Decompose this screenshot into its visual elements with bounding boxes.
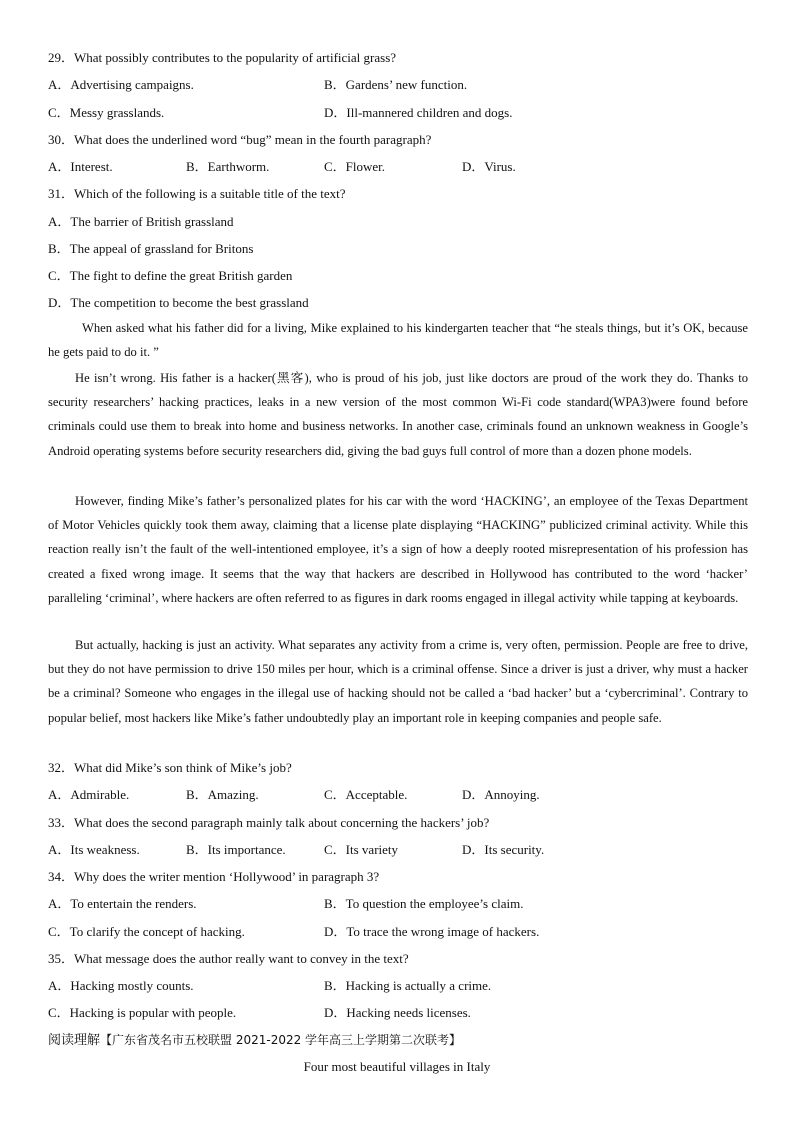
question-35-option-b: B．Hacking is actually a crime. — [324, 978, 492, 993]
question-29-option-b: B．Gardens’ new function. — [324, 77, 468, 92]
question-33-option-a: A．Its weakness. — [48, 842, 140, 857]
question-35-option-c: C．Hacking is popular with people. — [48, 1005, 237, 1020]
question-29-option-c: C．Messy grasslands. — [48, 105, 165, 120]
question-32-option-a: A．Admirable. — [48, 787, 130, 802]
question-31-option-b: B．The appeal of grassland for Britons — [48, 241, 254, 256]
question-29-option-a: A．Advertising campaigns. — [48, 77, 194, 92]
question-31-option-c: C．The fight to define the great British garden — [48, 268, 293, 283]
question-35-stem: 35．What message does the author really want to convey in the text? — [48, 951, 409, 966]
question-34-option-a: A．To entertain the renders. — [48, 896, 197, 911]
question-31-stem: 31．Which of the following is a suitable title of the text? — [48, 186, 346, 201]
question-31-option-a: A．The barrier of British grassland — [48, 214, 234, 229]
question-33-option-b: B．Its importance. — [186, 842, 286, 857]
section-source: 【广东省茂名市五校联盟 2021-2022 学年高三上学期第二次联考】 — [100, 1033, 462, 1047]
question-30-option-c: C．Flower. — [324, 159, 386, 174]
question-33-option-c: C．Its variety — [324, 842, 399, 857]
question-34-option-b: B．To question the employee’s claim. — [324, 896, 524, 911]
question-30-stem: 30．What does the underlined word “bug” mean in the fourth paragraph? — [48, 132, 432, 147]
passage-paragraph-4: But actually, hacking is just an activity. What separates any activity from a crime is, very often, permission. People are free to drive, but they do not have permission to drive 150 miles per hour, which is a criminal offense. Since a driver is just a driver, why must a hacker be a criminal? Someone who engages in the illegal use of hacking should not be called a ‘bad hacker’ but a ‘cybercriminal’. Contrary to popular belief, most hackers like Mike’s father undoubtedly play an important role in keeping companies and people safe. — [48, 638, 748, 725]
passage-paragraph-3: However, finding Mike’s father’s personalized plates for his car with the word ‘HACKING’, an employee of the Texas Department of Motor Vehicles quickly took them away, claiming that a license plate displaying “HACKING” publicized criminal activity. While this reaction really isn’t the fault of the well-intentioned employee, it’s a sign of how a deeply rooted misrepresentation of his profession has created a fixed wrong image. It seems that the way that hackers are described in Hollywood has contributed to the word ‘hacker’ paralleling ‘criminal’, where hackers are often referred to as figures in dark rooms engaged in illegal activity while tapping at keyboards. — [48, 494, 748, 605]
question-32-option-b: B．Amazing. — [186, 787, 259, 802]
question-29-option-d: D．Ill-mannered children and dogs. — [324, 105, 513, 120]
section-label: 阅读理解 — [48, 1032, 101, 1047]
question-34-option-d: D．To trace the wrong image of hackers. — [324, 924, 540, 939]
question-30-option-d: D．Virus. — [462, 159, 516, 174]
question-32-option-c: C．Acceptable. — [324, 787, 408, 802]
question-30-option-a: A．Interest. — [48, 159, 113, 174]
next-section-header — [48, 1032, 461, 1048]
question-30-option-b: B．Earthworm. — [186, 159, 270, 174]
question-33-stem: 33．What does the second paragraph mainly talk about concerning the hackers’ job? — [48, 815, 490, 830]
question-32-option-d: D．Annoying. — [462, 787, 540, 802]
question-35-option-a: A．Hacking mostly counts. — [48, 978, 194, 993]
question-35-option-d: D．Hacking needs licenses. — [324, 1005, 471, 1020]
question-33-option-d: D．Its security. — [462, 842, 545, 857]
question-34-option-c: C．To clarify the concept of hacking. — [48, 924, 245, 939]
question-29-stem: 29．What possibly contributes to the popularity of artificial grass? — [48, 50, 397, 65]
passage-paragraph-1: When asked what his father did for a living, Mike explained to his kindergarten teacher that “he steals things, but it’s OK, because he gets paid to do it. ” — [48, 321, 748, 360]
passage-paragraph-2: He isn’t wrong. His father is a hacker(黑客), who is proud of his job, just like doctors are proud of the work they do. Thanks to security researchers’ hacking practices, leaks in a new version of the most common Wi-Fi code standard(WPA3)were found before criminals could use them to break into home and business networks. In another case, criminals found an unknown weakness in Google’s Android operating systems before security researchers did, giving the bad guys full control of more than a dozen phone models. — [48, 371, 748, 458]
next-passage-title: Four most beautiful villages in Italy — [303, 1059, 491, 1074]
question-34-stem: 34．Why does the writer mention ‘Hollywood’ in paragraph 3? — [48, 869, 380, 884]
question-31-option-d: D．The competition to become the best grassland — [48, 295, 309, 310]
question-32-stem: 32．What did Mike’s son think of Mike’s job? — [48, 760, 292, 775]
